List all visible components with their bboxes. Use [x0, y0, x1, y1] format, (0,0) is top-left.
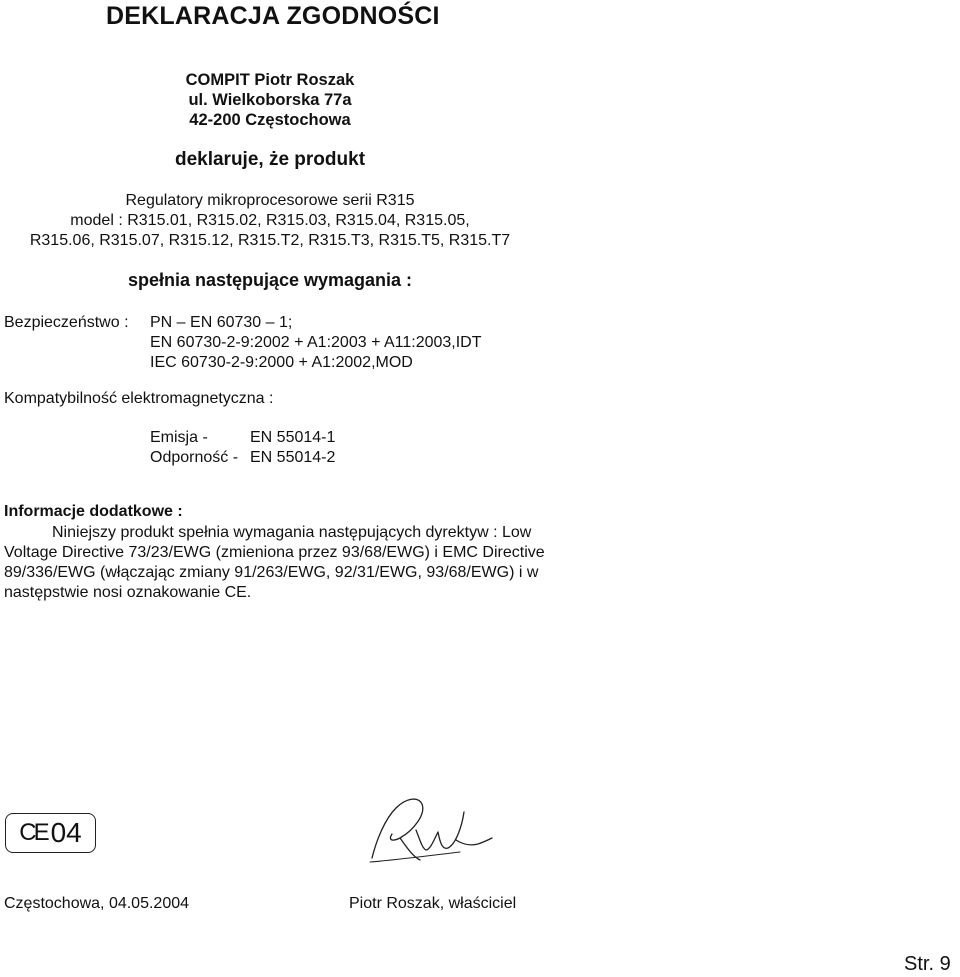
declares-heading: deklaruje, że produkt — [174, 149, 366, 170]
company-name: COMPIT Piotr Roszak — [185, 71, 355, 89]
company-street: ul. Wielkoborska 77a — [188, 91, 352, 109]
additional-info-line: 89/336/EWG (włączając zmiany 91/263/EWG, 92/31/EWG, 93/68/EWG) i w — [4, 564, 539, 581]
immunity-label: Odporność - — [150, 449, 239, 466]
safety-standard: EN 60730-2-9:2002 + A1:2003 + A11:2003,IDT — [150, 334, 482, 351]
safety-standard: PN – EN 60730 – 1; — [150, 314, 293, 331]
additional-info-line: Niniejszy produkt spełnia wymagania następujących dyrektyw : Low — [52, 524, 532, 541]
emc-label: Kompatybilność elektromagnetyczna : — [4, 390, 274, 407]
additional-info-line: Voltage Directive 73/23/EWG (zmieniona przez 93/68/EWG) i EMC Directive — [4, 544, 545, 561]
page-number: Str. 9 — [904, 953, 951, 975]
immunity-value: EN 55014-2 — [250, 449, 336, 466]
document-title: DEKLARACJA ZGODNOŚCI — [106, 2, 440, 30]
safety-standard: IEC 60730-2-9:2000 + A1:2002,MOD — [150, 354, 413, 371]
product-models-line2: R315.06, R315.07, R315.12, R315.T2, R315.T3, R315.T5, R315.T7 — [29, 232, 511, 249]
signatory: Piotr Roszak, właściciel — [349, 895, 517, 912]
product-models-line1: model : R315.01, R315.02, R315.03, R315.04, R315.05, — [70, 212, 470, 229]
company-city: 42-200 Częstochowa — [189, 111, 351, 129]
additional-info-heading: Informacje dodatkowe : — [4, 503, 183, 520]
emission-value: EN 55014-1 — [250, 429, 336, 446]
requirements-heading: spełnia następujące wymagania : — [127, 270, 413, 290]
ce-symbol: CE — [19, 819, 47, 846]
emission-label: Emisja - — [150, 429, 208, 446]
additional-info-line: następstwie nosi oznakowanie CE. — [4, 584, 252, 601]
signature — [366, 790, 496, 865]
product-series: Regulatory mikroprocesorowe serii R315 — [125, 192, 415, 209]
ce-notified-body-number: 04 — [50, 817, 82, 848]
safety-label: Bezpieczeństwo : — [4, 314, 129, 331]
place-and-date: Częstochowa, 04.05.2004 — [4, 895, 190, 912]
ce-mark — [5, 813, 96, 853]
